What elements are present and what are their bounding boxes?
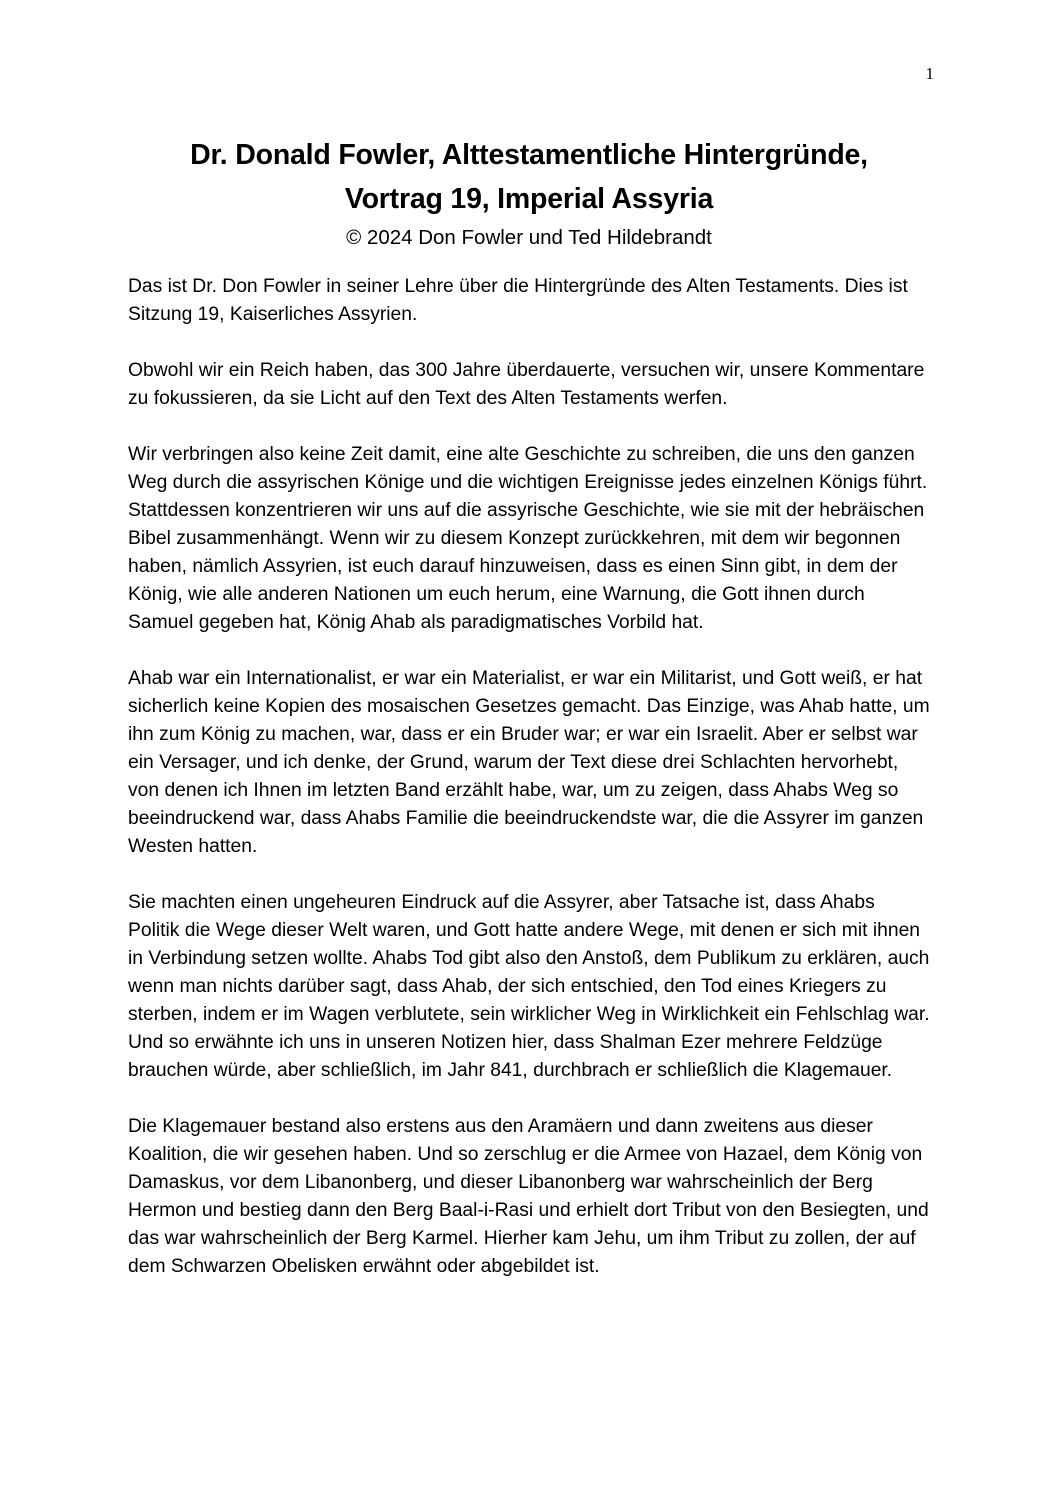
- paragraph: Ahab war ein Internationalist, er war ein Materialist, er war ein Militarist, und Gott weiß, er hat sicherlich keine Kopien des mosaischen Gesetzes gemacht. Das Einzige, was Ahab hatte, um ihn zum König zu machen, war, dass er ein Bruder war; er war ein Israelit. Aber er selbst war ein Versager, und ich denke, der Grund, warum der Text diese drei Schlachten hervorhebt, von denen ich Ihnen im letzten Band erzählt habe, war, um zu zeigen, dass Ahabs Weg so beeindruckend war, dass Ahabs Familie die beeindruckendste war, die die Assyrer im ganzen Westen hatten.: [128, 668, 930, 857]
- document-header: [128, 133, 930, 253]
- paragraph: Sie machten einen ungeheuren Eindruck auf die Assyrer, aber Tatsache ist, dass Ahabs Politik die Wege dieser Welt waren, und Gott hatte andere Wege, mit denen er sich mit ihnen in Verbindung setzen wollte. Ahabs Tod gibt also den Anstoß, dem Publikum zu erklären, auch wenn man nichts darüber sagt, dass Ahab, der sich entschied, den Tod eines Kriegers zu sterben, indem er im Wagen verblutete, sein wirklicher Weg in Wirklichkeit ein Fehlschlag war. Und so erwähnte ich uns in unseren Notizen hier, dass Shalman Ezer mehrere Feldzüge brauchen würde, aber schließlich, im Jahr 841, durchbrach er schließlich die Klagemauer.: [128, 892, 930, 1081]
- paragraph: Wir verbringen also keine Zeit damit, eine alte Geschichte zu schreiben, die uns den ganzen Weg durch die assyrischen Könige und die wichtigen Ereignisse jedes einzelnen Königs führt. Stattdessen konzentrieren wir uns auf die assyrische Geschichte, wie sie mit der hebräischen Bibel zusammenhängt. Wenn wir zu diesem Konzept zurückkehren, mit dem wir begonnen haben, nämlich Assyrien, ist euch darauf hinzuweisen, dass es einen Sinn gibt, in dem der König, wie alle anderen Nationen um euch herum, eine Warnung, die Gott ihnen durch Samuel gegeben hat, König Ahab als paradigmatisches Vorbild hat.: [128, 444, 928, 633]
- document-title: [128, 133, 930, 221]
- copyright-notice: © 2024 Don Fowler und Ted Hildebrandt: [346, 226, 712, 249]
- paragraph: Obwohl wir ein Reich haben, das 300 Jahre überdauerte, versuchen wir, unsere Kommentare zu fokussieren, da sie Licht auf den Text des Alten Testaments werfen.: [128, 360, 925, 409]
- title-line-2: Vortrag 19, Imperial Assyria: [344, 183, 714, 215]
- paragraph: Die Klagemauer bestand also erstens aus den Aramäern und dann zweitens aus dieser Koalition, die wir gesehen haben. Und so zerschlug er die Armee von Hazael, dem König von Damaskus, vor dem Libanonberg, und dieser Libanonberg war wahrscheinlich der Berg Hermon und bestieg dann den Berg Baal-i-Rasi und erhielt dort Tribut von den Besiegten, und das war wahrscheinlich der Berg Karmel. Hierher kam Jehu, um ihm Tribut zu zollen, der auf dem Schwarzen Obelisken erwähnt oder abgebildet ist.: [128, 1116, 929, 1277]
- title-line-1: Dr. Donald Fowler, Alttestamentliche Hintergründe,: [190, 139, 868, 171]
- document-body: [128, 273, 930, 1309]
- paragraph: Das ist Dr. Don Fowler in seiner Lehre über die Hintergründe des Alten Testaments. Dies ist Sitzung 19, Kaiserliches Assyrien.: [128, 276, 908, 325]
- page-number: 1: [925, 64, 934, 83]
